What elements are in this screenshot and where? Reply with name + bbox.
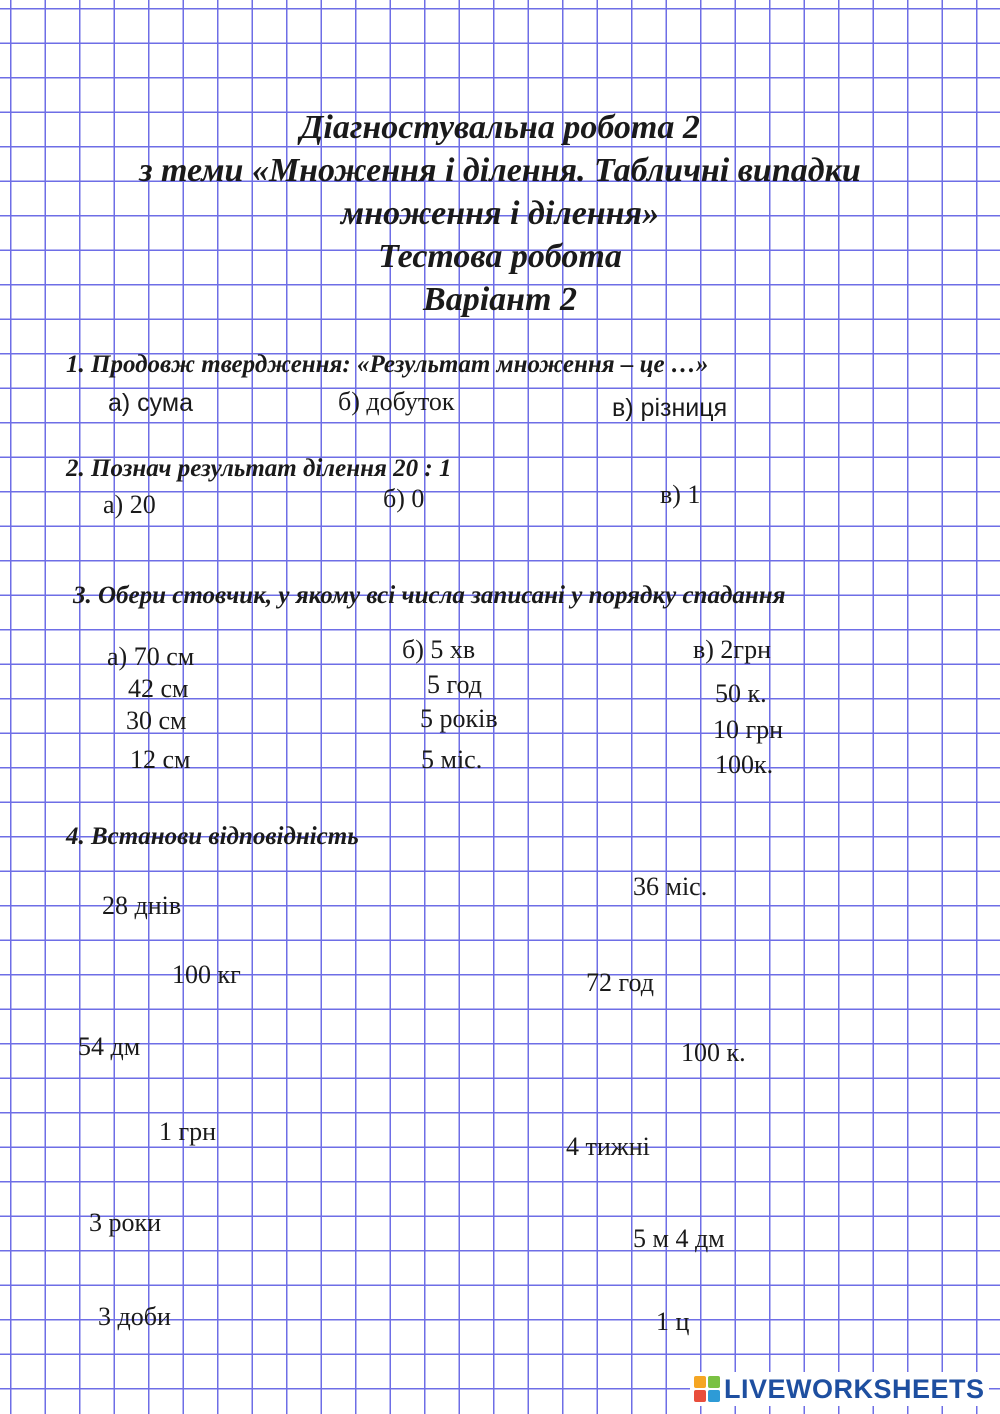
q4-left-item-1[interactable]: 28 днів [102, 891, 182, 920]
q2-option-a[interactable]: а) 20 [103, 490, 156, 519]
q3-col-b-item-2: 5 год [427, 670, 482, 699]
title-line-3: множення і ділення» [340, 195, 660, 232]
q3-col-b-item-1[interactable]: б) 5 хв [402, 635, 476, 664]
q4-right-item-4[interactable]: 4 тижні [566, 1132, 650, 1161]
q4-right-item-5[interactable]: 5 м 4 дм [633, 1224, 725, 1253]
q4-left-item-3[interactable]: 54 дм [78, 1032, 141, 1061]
q3-col-a-item-1[interactable]: а) 70 см [107, 642, 195, 671]
q4-right-item-3[interactable]: 100 к. [681, 1038, 746, 1067]
question-3: 3. Обери стовчик, у якому всі числа записані у порядку спадання [73, 582, 786, 609]
liveworksheets-logo-icon [694, 1376, 720, 1402]
title-line-1: Діагностувальна робота 2 [300, 109, 700, 146]
q3-col-a-item-4: 12 см [130, 745, 191, 774]
q1-option-a[interactable]: а) сума [108, 389, 193, 417]
q3-col-a-item-3: 30 см [126, 706, 187, 735]
q3-col-b-item-4: 5 міс. [421, 745, 483, 774]
q1-option-c[interactable]: в) різниця [612, 394, 728, 422]
q3-col-b-item-3: 5 років [420, 704, 498, 733]
q1-option-b[interactable]: б) добуток [338, 387, 455, 416]
title-line-5: Варіант 2 [423, 281, 577, 318]
q4-left-item-2[interactable]: 100 кг [172, 960, 241, 989]
title-line-2: з теми «Множення і ділення. Табличні випадки [139, 152, 861, 189]
question-2: 2. Познач результат ділення 20 : 1 [66, 455, 452, 482]
q4-right-item-2[interactable]: 72 год [586, 968, 654, 997]
q2-option-c[interactable]: в) 1 [660, 480, 701, 509]
question-1: 1. Продовж твердження: «Результат множення – це …» [66, 351, 709, 378]
watermark-text: LIVEWORKSHEETS [724, 1373, 985, 1404]
q4-right-item-1[interactable]: 36 міс. [633, 872, 708, 901]
q3-col-a-item-2: 42 см [128, 674, 189, 703]
q4-left-item-4[interactable]: 1 грн [159, 1117, 217, 1146]
q3-col-c-item-2: 50 к. [715, 679, 767, 708]
q4-right-item-6[interactable]: 1 ц [656, 1307, 690, 1336]
q3-col-c-item-3: 10 грн [713, 715, 784, 744]
liveworksheets-watermark [690, 1372, 989, 1406]
q4-left-item-6[interactable]: 3 доби [98, 1302, 171, 1331]
q3-col-c-item-1[interactable]: в) 2грн [693, 635, 772, 664]
q3-col-c-item-4: 100к. [715, 750, 774, 779]
worksheet-title [50, 106, 950, 321]
title-line-4: Тестова робота [378, 238, 622, 275]
question-4: 4. Встанови відповідність [66, 823, 359, 850]
q2-option-b[interactable]: б) 0 [383, 484, 425, 513]
q4-left-item-5[interactable]: 3 роки [89, 1208, 162, 1237]
